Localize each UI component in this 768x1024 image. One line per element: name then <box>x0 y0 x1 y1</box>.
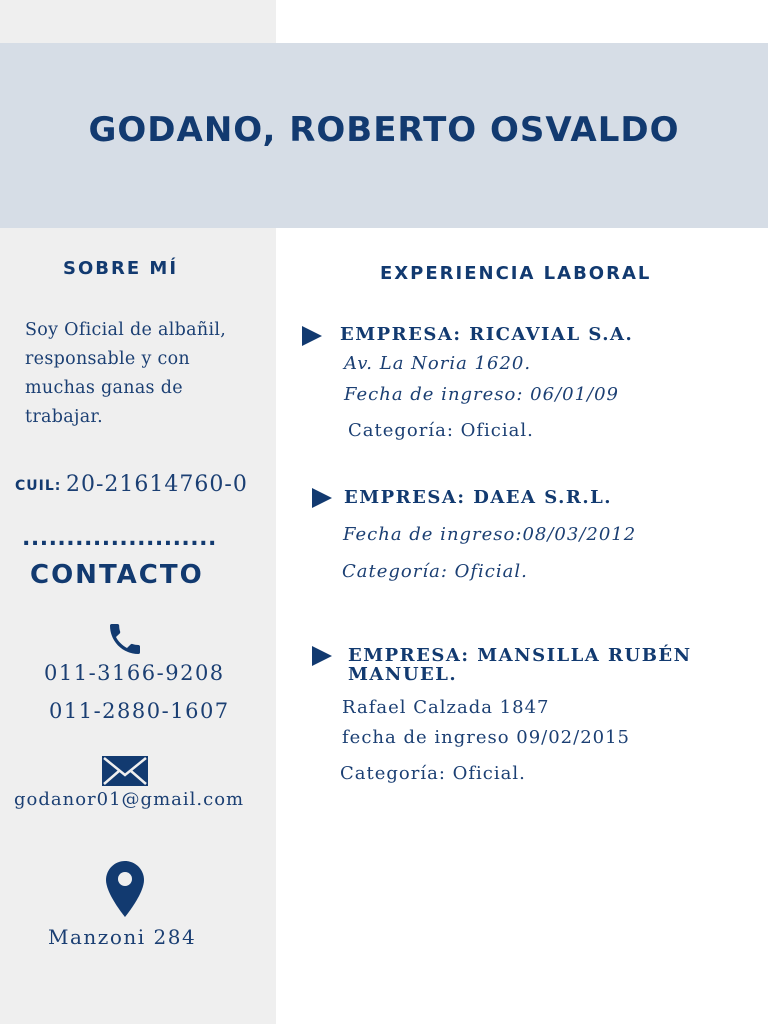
phone-number[interactable]: 011-2880-1607 <box>49 699 230 723</box>
job-detail: Categoría: Oficial. <box>342 561 528 582</box>
dotted-divider: ...................... <box>22 526 217 551</box>
email-address[interactable]: godanor01@gmail.com <box>14 789 245 810</box>
job-detail: Fecha de ingreso:08/03/2012 <box>343 524 637 545</box>
contact-title: CONTACTO <box>30 560 204 590</box>
map-pin-icon <box>106 861 144 917</box>
phone-number[interactable]: 011-3166-9208 <box>44 661 225 685</box>
job-detail: Rafael Calzada 1847 <box>342 697 550 718</box>
job-company-line: MANUEL. <box>348 664 458 685</box>
cuil-label: CUIL: <box>15 478 62 494</box>
experience-title: EXPERIENCIA LABORAL <box>380 263 652 284</box>
about-line: trabajar. <box>25 407 104 427</box>
job-company <box>348 646 692 684</box>
job-detail: Av. La Noria 1620. <box>344 353 532 374</box>
job-detail: Categoría: Oficial. <box>340 763 526 784</box>
job-company: EMPRESA: RICAVIAL S.A. <box>340 324 634 345</box>
about-line: muchas ganas de <box>25 378 183 398</box>
address: Manzoni 284 <box>48 925 197 949</box>
about-line: responsable y con <box>25 349 191 369</box>
job-detail: Fecha de ingreso: 06/01/09 <box>344 384 620 405</box>
cuil-value: 20-21614760-0 <box>66 472 248 497</box>
about-text <box>25 316 270 432</box>
about-title: SOBRE MÍ <box>63 258 179 279</box>
job-detail: Categoría: Oficial. <box>348 420 534 441</box>
about-line: Soy Oficial de albañil, <box>25 320 227 340</box>
bullet-triangle-icon <box>302 326 322 346</box>
job-detail: fecha de ingreso 09/02/2015 <box>342 727 631 748</box>
bullet-triangle-icon <box>312 488 332 508</box>
job-company: EMPRESA: DAEA S.R.L. <box>344 487 613 508</box>
phone-icon <box>104 619 146 659</box>
envelope-icon <box>101 755 149 787</box>
page-title: GODANO, ROBERTO OSVALDO <box>88 110 680 150</box>
job-company-line: EMPRESA: MANSILLA RUBÉN <box>348 645 692 666</box>
bullet-triangle-icon <box>312 646 332 666</box>
